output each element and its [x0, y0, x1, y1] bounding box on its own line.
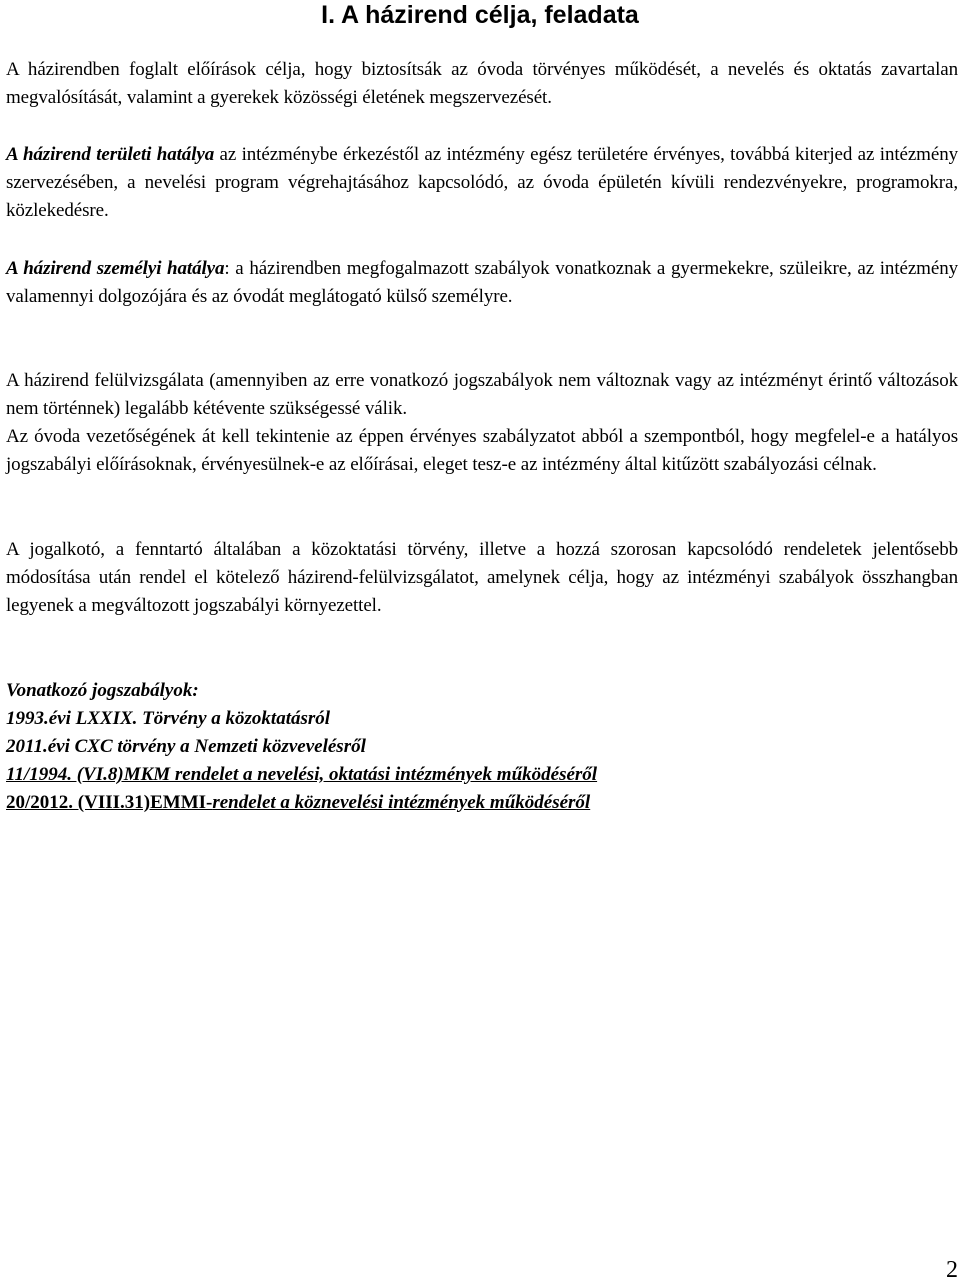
term-territorial-scope: A házirend területi hatálya: [6, 144, 215, 165]
reference-number: 20/2012. (VIII.31)EMMI-: [6, 792, 213, 813]
reference-item: 2011.évi CXC törvény a Nemzeti közvevelésről: [6, 736, 366, 757]
reference-title: rendelet a köznevelési intézmények működéséről: [212, 792, 591, 813]
reference-item: 11/1994. (VI.8)MKM rendelet a nevelési, oktatási intézmények működéséről: [6, 764, 598, 785]
references-section: [6, 677, 906, 817]
paragraph-personal-scope: [6, 255, 958, 311]
page-title: I. A házirend célja, feladata: [321, 1, 639, 29]
territorial-scope-text: az intézménybe érkezéstől az intézmény egész területére érvényes, továbbá kiterjed az intézmény szervezésében, a nevelési program végrehajtásához kapcsolódó, az óvoda épületén kívüli rendezvényekre, programokra, közlekedésre.: [6, 144, 958, 221]
paragraph-territorial-scope: [6, 141, 958, 225]
paragraph-review: A házirend felülvizsgálata (amennyiben az erre vonatkozó jogszabályok nem változnak vagy az intézményt érintő változások nem történnek) legalább kétévente szükségessé válik.: [6, 370, 958, 419]
reference-item: 1993.évi LXXIX. Törvény a közoktatásról: [6, 708, 331, 729]
paragraph-legislator: A jogalkotó, a fenntartó általában a közoktatási törvény, illetve a hozzá szorosan kapcsolódó rendeletek jelentősebb módosítása után rendel el kötelező házirend-felülvizsgálatot, amelynek célja, hogy az intézményi szabályok összhangban legyenek a megváltozott jogszabályi környezettel.: [6, 539, 958, 616]
paragraph-management-review: Az óvoda vezetőségének át kell tekintenie az éppen érvényes szabályzatot abból a szempontból, hogy megfelel-e a hatályos jogszabályi előírásoknak, érvényesülnek-e az előírásai, eleget tesz-e az intézmény által kitűzött szabályozási célnak.: [6, 426, 958, 475]
personal-scope-text: : a házirendben megfogalmazott szabályok vonatkoznak a gyermekekre, szüleikre, az intézmény valamennyi dolgozójára és az óvodát meglátogató külső személyre.: [6, 258, 958, 307]
page-number: 2: [946, 1257, 958, 1283]
references-heading: Vonatkozó jogszabályok:: [6, 680, 199, 701]
reference-item: [6, 789, 906, 817]
term-personal-scope: A házirend személyi hatálya: [6, 258, 225, 279]
paragraph-purpose: A házirendben foglalt előírások célja, hogy biztosítsák az óvoda törvényes működését, a nevelés és oktatás zavartalan megvalósítását, valamint a gyerekek közösségi életének megszervezését.: [6, 59, 958, 108]
